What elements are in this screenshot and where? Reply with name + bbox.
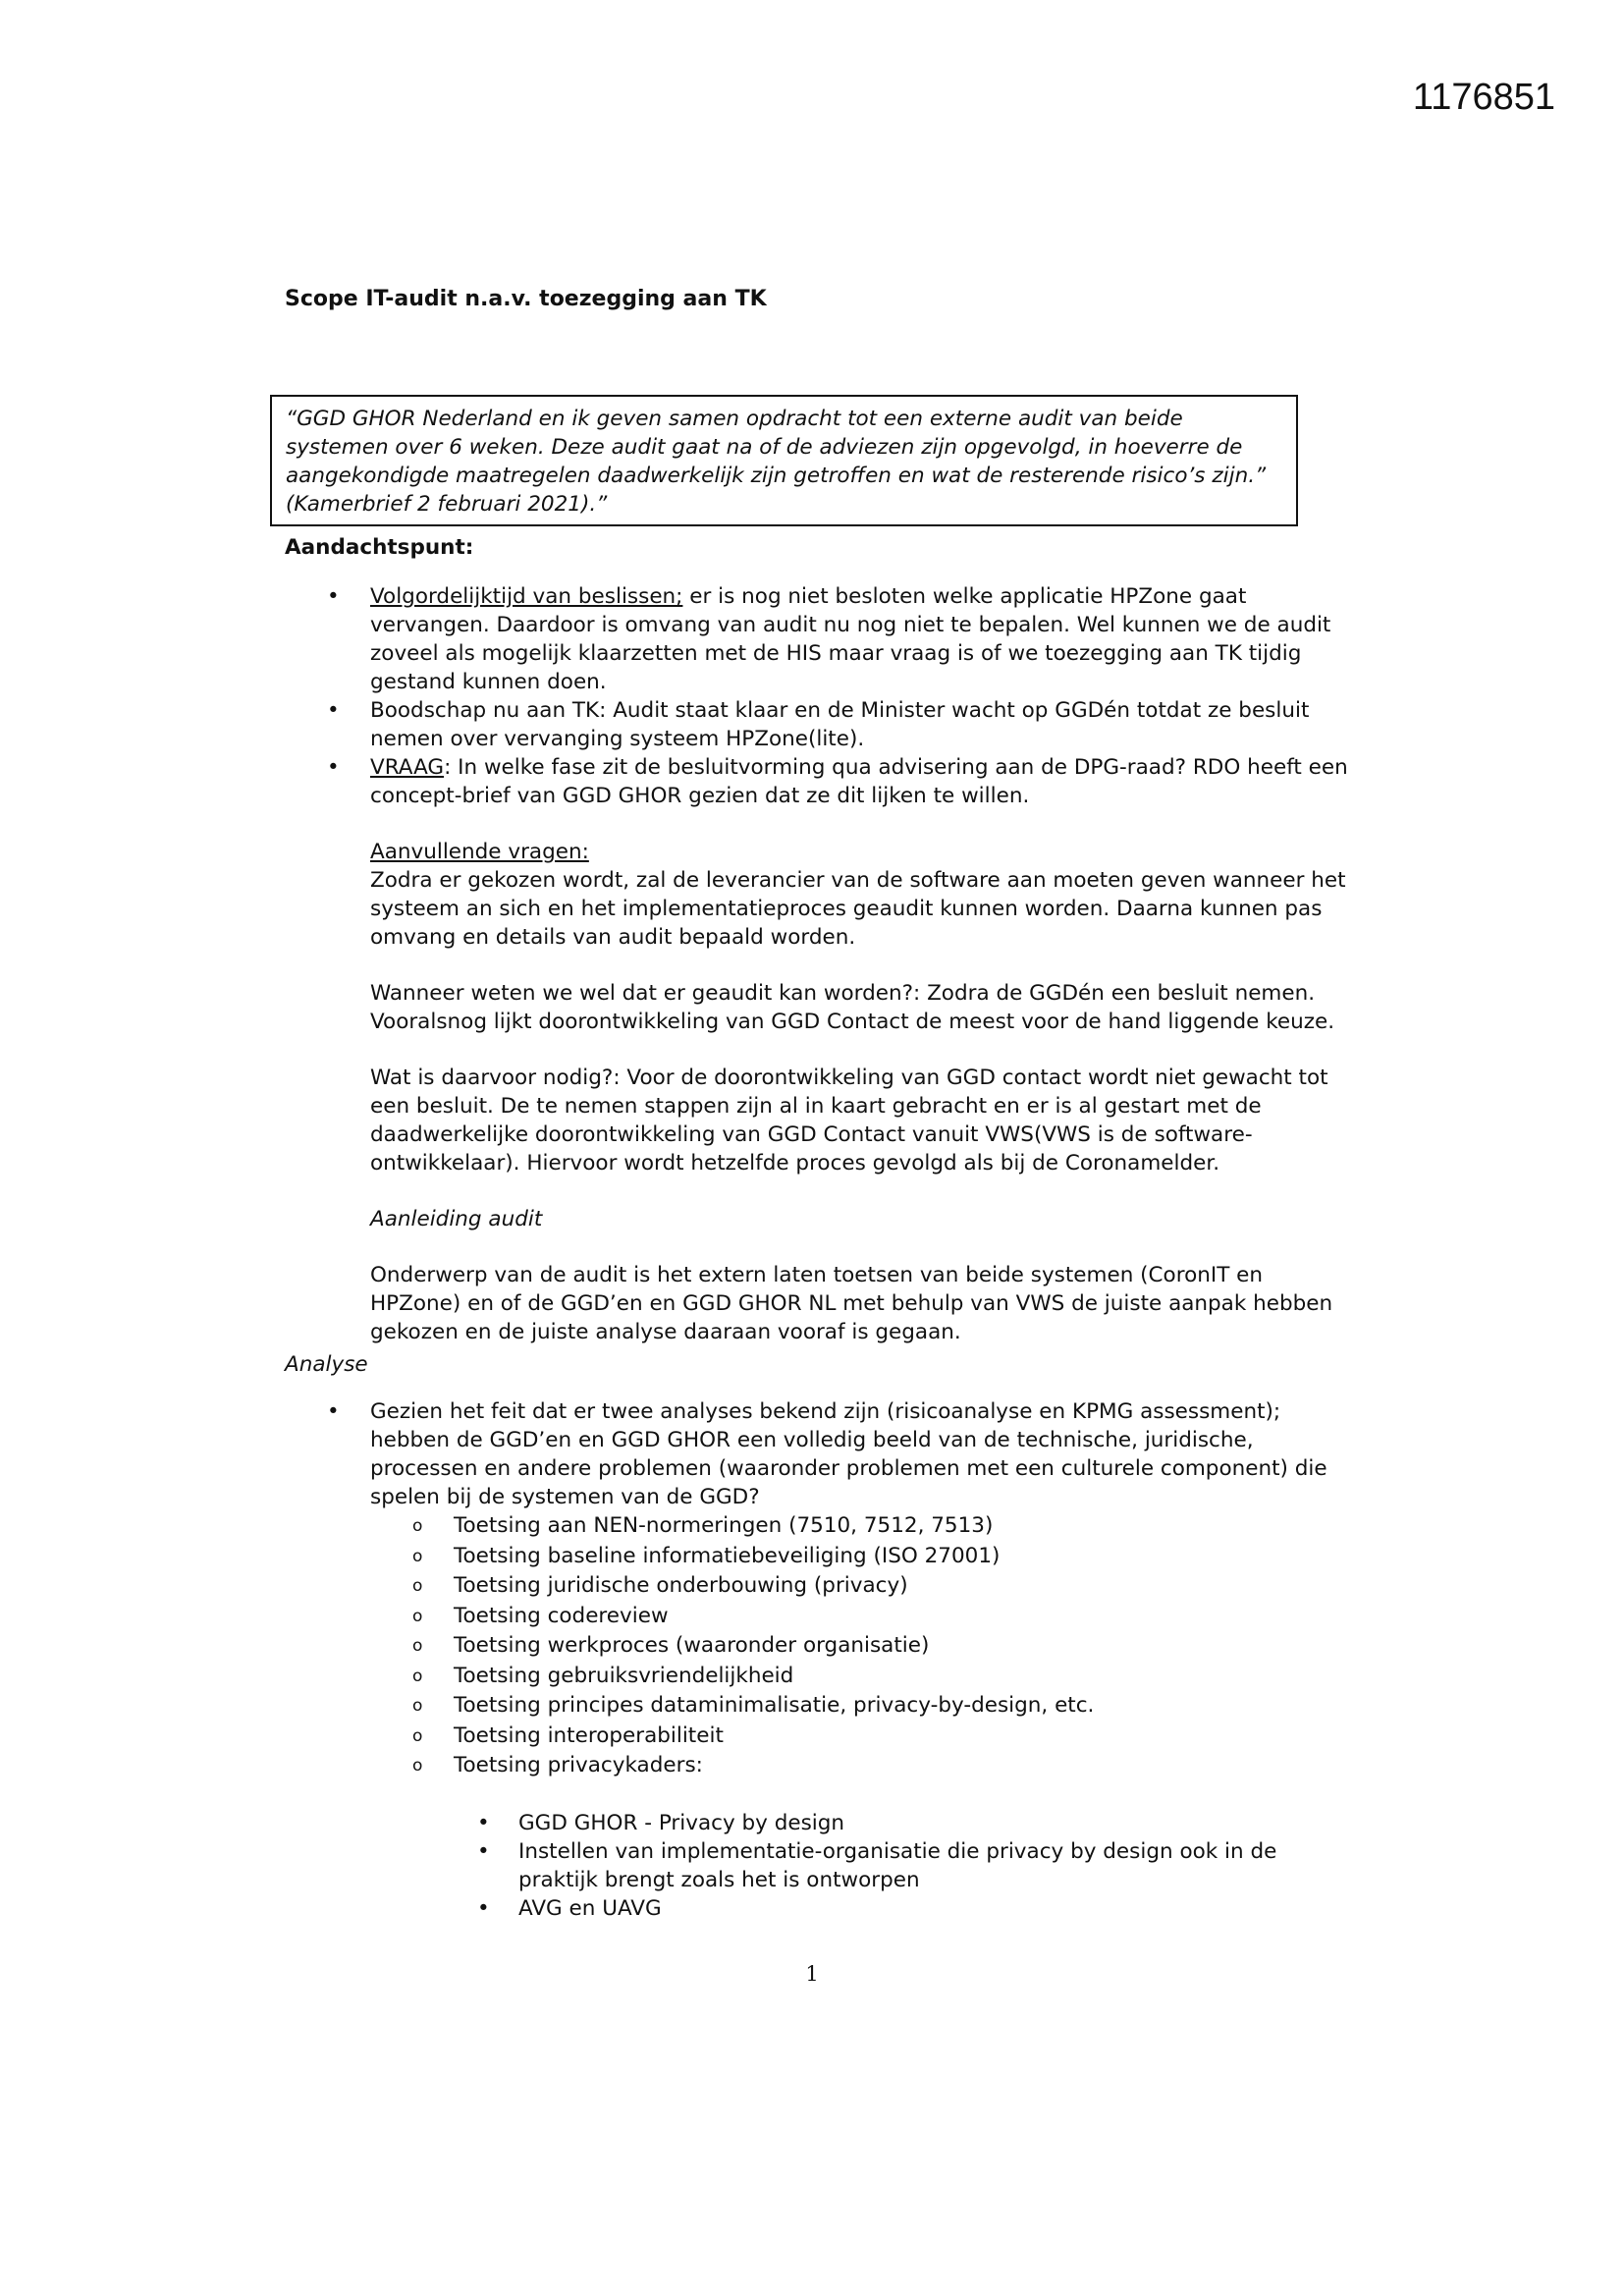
- toetsing-list: [285, 1511, 1355, 1781]
- list-item: o Toetsing interoperabiliteit: [285, 1722, 1355, 1752]
- list-item: o Toetsing principes dataminimalisatie, privacy-by-design, etc.: [285, 1691, 1355, 1722]
- aandachtspunt-heading: Aandachtspunt:: [285, 535, 474, 560]
- analyse-heading: Analyse: [285, 1352, 368, 1377]
- list-item: o Toetsing baseline informatiebeveiliging (ISO 27001): [285, 1542, 1355, 1572]
- bullet-text: Boodschap nu aan TK: Audit staat klaar en de Minister wacht op GGDén totdat ze besluit nemen over vervanging systeem HPZone(lite).: [370, 698, 1310, 751]
- document-title: Scope IT-audit n.a.v. toezegging aan TK: [285, 287, 767, 311]
- paragraph: Onderwerp van de audit is het extern laten toetsen van beide systemen (CoronIT en HPZone) en of de GGD’en en GGD GHOR NL met behulp van VWS de juiste aanpak hebben gekozen en de juiste analyse daaraan vooraf is gegaan.: [370, 1263, 1333, 1344]
- list-item: o Toetsing privacykaders:: [285, 1751, 1355, 1781]
- bullet-text: er is nog niet besloten welke applicatie HPZone gaat vervangen. Daardoor is omvang van audit nu nog niet te bepalen. Wel kunnen we de audit zoveel als mogelijk klaarzetten met de HIS maar vraag is of we toezegging aan TK tijdig gestand kunnen doen.: [370, 584, 1331, 694]
- analyse-list: [285, 1397, 1355, 1511]
- aanleiding-heading: Aanleiding audit: [370, 1207, 543, 1231]
- list-item: [285, 582, 1355, 696]
- aanvullende-heading: Aanvullende vragen:: [370, 840, 589, 864]
- document-number: 1176851: [1412, 77, 1555, 118]
- page-number: 1: [805, 1962, 819, 1986]
- quote-text: “GGD GHOR Nederland en ik geven samen opdracht tot een externe audit van beide systemen over 6 weken. Deze audit gaat na of de adviezen zijn opgevolgd, in hoeverre de aangekondigde maatregelen daadwerkelijk zijn getroffen en wat de resterende risico’s zijn.” (Kamerbrief 2 februari 2021).”: [286, 407, 1267, 517]
- bullet-lead: Volgordelijktijd van beslissen;: [370, 584, 683, 609]
- bullet-text: : In welke fase zit de besluitvorming qua advisering aan de DPG-raad? RDO heeft een concept-brief van GGD GHOR gezien dat ze dit lijken te willen.: [370, 755, 1348, 808]
- list-item: o Toetsing juridische onderbouwing (privacy): [285, 1571, 1355, 1602]
- bullet-lead: VRAAG: [370, 755, 445, 780]
- privacykaders-list: [285, 1809, 1355, 1923]
- paragraph: Wanneer weten we wel dat er geaudit kan worden?: Zodra de GGDén een besluit nemen. Vooralsnog lijkt doorontwikkeling van GGD Contact de meest voor de hand liggende keuze.: [370, 981, 1335, 1034]
- list-item: o Toetsing werkproces (waaronder organisatie): [285, 1631, 1355, 1662]
- list-item: o Toetsing codereview: [285, 1602, 1355, 1632]
- aandachtspunt-section: [285, 582, 1355, 1346]
- paragraph: Wat is daarvoor nodig?: Voor de doorontwikkeling van GGD contact wordt niet gewacht tot een besluit. De te nemen stappen zijn al in kaart gebracht en er is al gestart met de daadwerkelijke doorontwikkeling van GGD Contact vanuit VWS(VWS is de software-ontwikkelaar). Hiervoor wordt hetzelfde proces gevolgd als bij de Coronamelder.: [370, 1066, 1328, 1175]
- list-item: • AVG en UAVG: [285, 1894, 1355, 1923]
- list-item: [285, 696, 1355, 753]
- list-item: o Toetsing aan NEN-normeringen (7510, 7512, 7513): [285, 1511, 1355, 1542]
- list-item: • Instellen van implementatie-organisatie die privacy by design ook in de praktijk brengt zoals het is ontworpen: [285, 1837, 1355, 1894]
- list-item: o Toetsing gebruiksvriendelijkheid: [285, 1662, 1355, 1692]
- list-item: • GGD GHOR - Privacy by design: [285, 1809, 1355, 1837]
- aandachtspunt-list: [285, 582, 1355, 810]
- list-item: [285, 753, 1355, 810]
- paragraph: Zodra er gekozen wordt, zal de leverancier van de software aan moeten geven wanneer het systeem an sich en het implementatieproces geaudit kunnen worden. Daarna kunnen pas omvang en details van audit bepaald worden.: [370, 868, 1346, 950]
- quote-box: [270, 395, 1298, 526]
- analyse-section: [285, 1397, 1355, 1923]
- list-item: • Gezien het feit dat er twee analyses bekend zijn (risicoanalyse en KPMG assessment); hebben de GGD’en en GGD GHOR een volledig beeld van de technische, juridische, processen en andere problemen (waaronder problemen met een culturele component) die spelen bij de systemen van de GGD?: [285, 1397, 1355, 1511]
- aanvullende-block: [285, 838, 1355, 1346]
